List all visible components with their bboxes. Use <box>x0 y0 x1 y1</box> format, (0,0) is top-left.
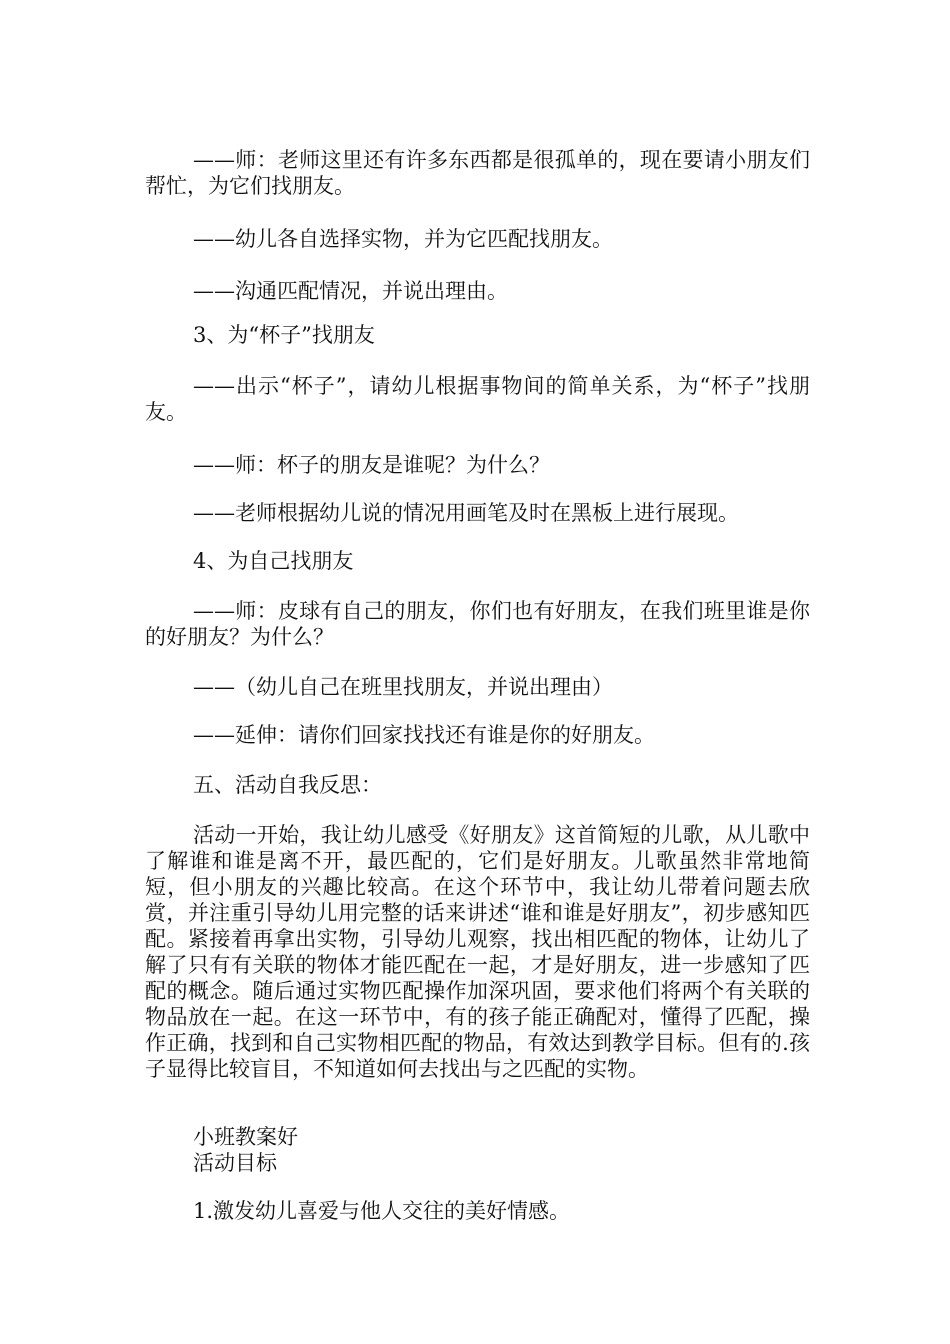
heading-self-friend: 4、为自己找朋友 <box>193 549 354 573</box>
paragraph-cup-question: ——师：杯子的朋友是谁呢？为什么？ <box>193 453 550 477</box>
paragraph-communicate: ——沟通匹配情况，并说出理由。 <box>193 279 508 303</box>
heading-reflection: 五、活动自我反思： <box>193 773 382 797</box>
paragraph-extension: ——延伸：请你们回家找找还有谁是你的好朋友。 <box>193 723 655 747</box>
paragraph-teacher-intro: ——师：老师这里还有许多东西都是很孤单的，现在要请小朋友们帮忙，为它们找朋友。 <box>145 148 810 198</box>
paragraph-goal-1: 1.激发幼儿喜爱与他人交往的美好情感。 <box>193 1199 571 1223</box>
paragraph-ball-friend: ——师：皮球有自己的朋友，你们也有好朋友，在我们班里谁是你的好朋友？为什么？ <box>145 599 810 649</box>
paragraph-reflection-body: 活动一开始，我让幼儿感受《好朋友》这首简短的儿歌，从儿歌中了解谁和谁是离不开，最匹配的，它们是好朋友。儿歌虽然非常地简短，但小朋友的兴趣比较高。在这个环节中，我让幼儿带着问题去欣赏，并注重引导幼儿用完整的话来讲述“谁和谁是好朋友”，初步感知匹配。紧接着再拿出实物，引导幼儿观察，找出相匹配的物体，让幼儿了解了只有有关联的物体才能匹配在一起，才是好朋友，进一步感知了匹配的概念。随后通过实物匹配操作加深巩固，要求他们将两个有关联的物品放在一起。在这一环节中，有的孩子能正确配对，懂得了匹配，操作正确，找到和自己实物相匹配的物品，有效达到教学目标。但有的.孩子显得比较盲目，不知道如何去找出与之匹配的实物。 <box>145 823 810 1081</box>
paragraph-show-cup: ——出示“杯子”，请幼儿根据事物间的简单关系，为“杯子”找朋友。 <box>145 374 810 424</box>
paragraph-blackboard: ——老师根据幼儿说的情况用画笔及时在黑板上进行展现。 <box>193 501 739 525</box>
paragraph-find-friend: ——（幼儿自己在班里找朋友，并说出理由） <box>193 675 613 699</box>
paragraph-children-match: ——幼儿各自选择实物，并为它匹配找朋友。 <box>193 227 613 251</box>
heading-activity-goals: 活动目标 <box>193 1151 277 1175</box>
heading-cup-friend: 3、为“杯子”找朋友 <box>193 323 375 347</box>
heading-lesson-plan: 小班教案好 <box>193 1125 298 1149</box>
